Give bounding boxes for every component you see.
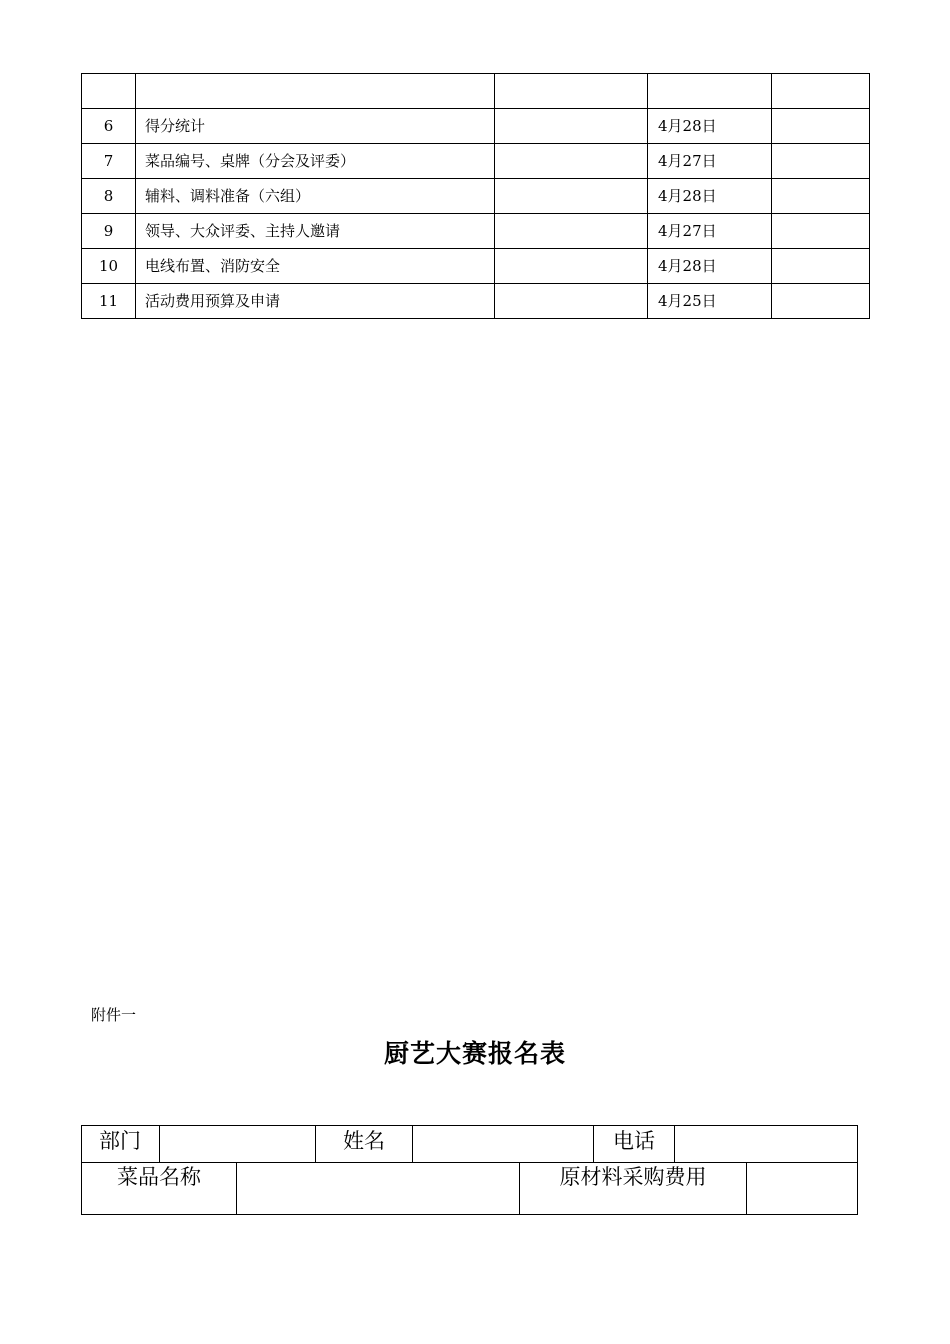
- material-cost-field[interactable]: [747, 1162, 858, 1215]
- task-cell: 领导、大众评委、主持人邀请: [136, 214, 495, 249]
- table-row: [82, 249, 870, 284]
- dish-name-label: 菜品名称: [82, 1162, 237, 1215]
- table-row: [82, 144, 870, 179]
- registration-form-row-2: [81, 1162, 858, 1215]
- department-field[interactable]: [160, 1126, 316, 1163]
- department-label: 部门: [82, 1126, 160, 1163]
- date-cell: 4月28日: [648, 249, 772, 284]
- row-number: 10: [82, 249, 136, 284]
- note-cell: [772, 249, 870, 284]
- table-cell: [495, 74, 648, 109]
- task-cell: 菜品编号、桌牌（分会及评委）: [136, 144, 495, 179]
- phone-field[interactable]: [675, 1126, 858, 1163]
- note-cell: [772, 109, 870, 144]
- table-cell: [136, 74, 495, 109]
- date-cell: 4月25日: [648, 284, 772, 319]
- note-cell: [772, 179, 870, 214]
- table-row: [82, 284, 870, 319]
- owner-cell: [495, 179, 648, 214]
- table-cell: [772, 74, 870, 109]
- task-cell: 辅料、调料准备（六组）: [136, 179, 495, 214]
- phone-label: 电话: [594, 1126, 675, 1163]
- task-cell: 得分统计: [136, 109, 495, 144]
- dish-name-field[interactable]: [237, 1162, 520, 1215]
- registration-form-row-1: [81, 1125, 858, 1163]
- schedule-table: [81, 73, 870, 319]
- row-number: 7: [82, 144, 136, 179]
- note-cell: [772, 284, 870, 319]
- date-cell: 4月27日: [648, 144, 772, 179]
- table-row: [82, 1126, 858, 1163]
- table-row: [82, 109, 870, 144]
- date-cell: 4月28日: [648, 109, 772, 144]
- owner-cell: [495, 144, 648, 179]
- material-cost-label: 原材料采购费用: [520, 1162, 747, 1215]
- table-cell: [648, 74, 772, 109]
- page-title: 厨艺大赛报名表: [383, 1039, 566, 1068]
- name-label: 姓名: [316, 1126, 413, 1163]
- note-cell: [772, 214, 870, 249]
- task-cell: 活动费用预算及申请: [136, 284, 495, 319]
- owner-cell: [495, 214, 648, 249]
- owner-cell: [495, 249, 648, 284]
- note-cell: [772, 144, 870, 179]
- task-cell: 电线布置、消防安全: [136, 249, 495, 284]
- row-number: 8: [82, 179, 136, 214]
- attachment-label: 附件一: [91, 1006, 137, 1024]
- name-field[interactable]: [413, 1126, 594, 1163]
- table-cell: [82, 74, 136, 109]
- date-cell: 4月27日: [648, 214, 772, 249]
- row-number: 6: [82, 109, 136, 144]
- table-row: [82, 1162, 858, 1215]
- row-number: 11: [82, 284, 136, 319]
- owner-cell: [495, 109, 648, 144]
- row-number: 9: [82, 214, 136, 249]
- owner-cell: [495, 284, 648, 319]
- table-row: [82, 214, 870, 249]
- date-cell: 4月28日: [648, 179, 772, 214]
- table-row: [82, 74, 870, 109]
- table-row: [82, 179, 870, 214]
